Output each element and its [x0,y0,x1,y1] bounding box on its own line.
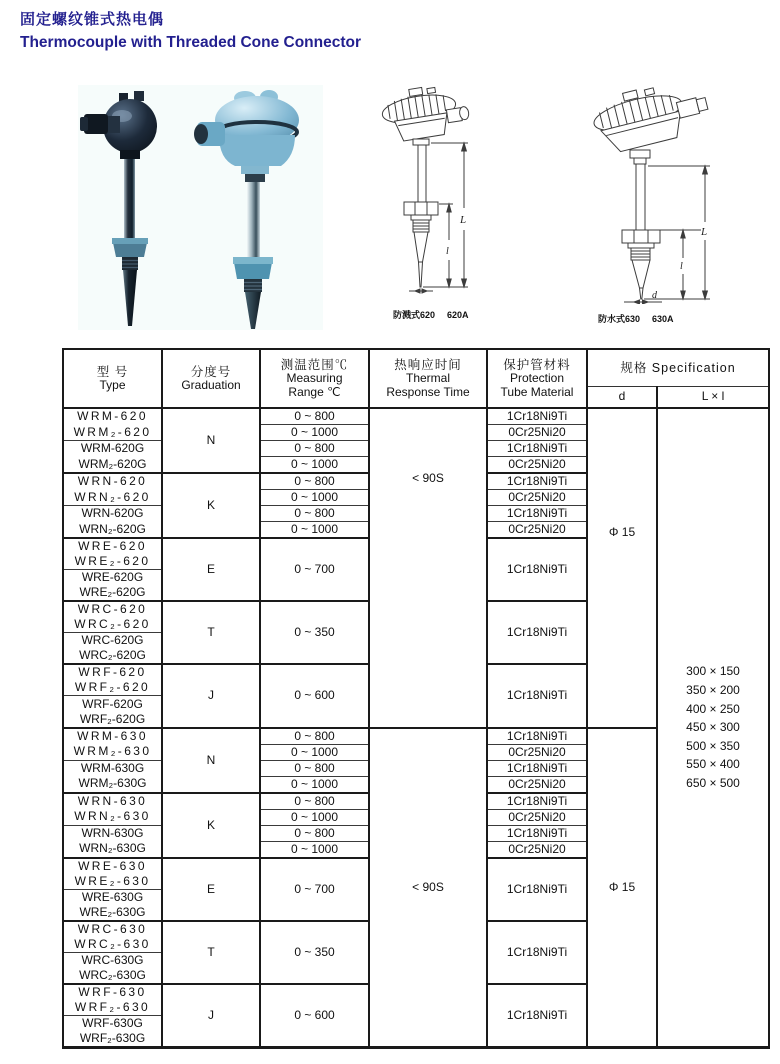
type-cell: WRE₂-620G [63,585,162,601]
material-cell: 0Cr25Ni20 [487,776,587,793]
col-header-protection-tube: 保护管材料 Protection Tube Material [487,349,587,408]
range-cell: 0 ~ 800 [260,760,369,776]
spec-value: 350 × 200 [686,683,740,698]
material-cell: 0Cr25Ni20 [487,522,587,539]
range-cell: 0 ~ 1000 [260,522,369,539]
material-cell: 1Cr18Ni9Ti [487,441,587,457]
col-header-graduation: 分度号 Graduation [162,349,260,408]
material-cell: 1Cr18Ni9Ti [487,921,587,984]
type-cell: WRF-630G [63,1016,162,1032]
range-cell: 0 ~ 600 [260,664,369,727]
spec-table-header [63,349,769,408]
graduation-cell: T [162,601,260,664]
type-cell: WRM-620G [63,441,162,457]
type-cell: WRN₂-630G [63,841,162,858]
type-cell: WRF-620G [63,696,162,712]
col-header-thermal-response: 热响应时间 Thermal Response Time [369,349,487,408]
range-cell: 0 ~ 350 [260,601,369,664]
range-cell: 0 ~ 1000 [260,744,369,760]
graduation-cell: N [162,408,260,473]
col-header-measuring-range: 测温范围℃ Measuring Range ℃ [260,349,369,408]
range-cell: 0 ~ 800 [260,793,369,810]
type-cell: WRE-620 [63,538,162,554]
type-cell: WRF₂-620G [63,712,162,728]
spec-value: 450 × 300 [686,720,740,735]
type-cell: WRM-620 [63,408,162,425]
range-cell: 0 ~ 1000 [260,776,369,793]
material-cell: 1Cr18Ni9Ti [487,538,587,601]
graduation-cell: E [162,538,260,601]
range-cell: 0 ~ 1000 [260,809,369,825]
type-cell: WRE₂-620 [63,554,162,570]
type-cell: WRC-620G [63,633,162,649]
graduation-cell: K [162,793,260,858]
spec-value: 500 × 350 [686,738,740,753]
type-cell: WRF₂-630G [63,1031,162,1048]
graduation-cell: J [162,984,260,1048]
drawing-630-caption: 防水式630 630A [598,314,674,324]
material-cell: 0Cr25Ni20 [487,841,587,858]
type-cell: WRN-620G [63,506,162,522]
spec-table-body [63,408,769,1048]
type-cell: WRF₂-620 [63,680,162,696]
range-cell: 0 ~ 700 [260,538,369,601]
range-cell: 0 ~ 800 [260,506,369,522]
material-cell: 1Cr18Ni9Ti [487,506,587,522]
graduation-cell: T [162,921,260,984]
dim-label-l: l [680,261,683,272]
col-header-type: 型 号 Type [63,349,162,408]
dimension-drawing-630 [570,82,762,325]
type-cell: WRM-630 [63,728,162,745]
type-cell: WRF-630 [63,984,162,1000]
type-cell: WRM₂-630 [63,744,162,760]
graduation-cell: E [162,858,260,921]
range-cell: 0 ~ 1000 [260,841,369,858]
type-cell: WRF-620 [63,664,162,680]
dimension-drawing-620 [365,84,517,321]
type-cell: WRM₂-620 [63,425,162,441]
type-cell: WRC-630 [63,921,162,937]
material-cell: 1Cr18Ni9Ti [487,728,587,745]
material-cell: 0Cr25Ni20 [487,490,587,506]
diameter-cell: Φ 15 [587,728,657,1048]
range-cell: 0 ~ 1000 [260,457,369,474]
material-cell: 1Cr18Ni9Ti [487,793,587,810]
spec-value: 300 × 150 [686,664,740,679]
spec-table-row [63,408,769,425]
col-header-d: d [587,386,657,408]
drawing-620-caption: 防溅式620 620A [393,310,469,320]
material-cell: 1Cr18Ni9Ti [487,760,587,776]
dim-label-l: l [446,246,449,257]
material-cell: 1Cr18Ni9Ti [487,664,587,727]
technical-drawing-icon [365,84,517,300]
type-cell: WRC₂-630 [63,937,162,953]
thermocouple-photo-icon [78,85,184,330]
col-header-specification: 规格 Specification [587,349,769,386]
spec-table [62,348,770,1049]
spec-value: 400 × 250 [686,701,740,716]
type-cell: WRC₂-630G [63,968,162,984]
type-cell: WRF₂-630 [63,1000,162,1016]
page-header [20,8,361,52]
material-cell: 1Cr18Ni9Ti [487,825,587,841]
material-cell: 1Cr18Ni9Ti [487,408,587,425]
dim-label-d: d [652,290,657,301]
page-title-english: Thermocouple with Threaded Cone Connector [20,34,362,51]
type-cell: WRE₂-630G [63,905,162,921]
type-cell: WRN-620 [63,473,162,490]
type-cell: WRE₂-630 [63,874,162,890]
material-cell: 0Cr25Ni20 [487,425,587,441]
range-cell: 0 ~ 350 [260,921,369,984]
material-cell: 1Cr18Ni9Ti [487,858,587,921]
type-cell: WRN-630 [63,793,162,810]
material-cell: 0Cr25Ni20 [487,744,587,760]
product-photo-2 [183,85,323,335]
diameter-cell: Φ 15 [587,408,657,728]
range-cell: 0 ~ 700 [260,858,369,921]
type-cell: WRM-630G [63,760,162,776]
range-cell: 0 ~ 800 [260,441,369,457]
type-cell: WRN₂-620G [63,522,162,539]
type-cell: WRE-630G [63,889,162,905]
page-title-chinese: 固定螺纹锥式热电偶 [20,11,165,28]
thermocouple-photo-icon [183,85,323,330]
graduation-cell: K [162,473,260,538]
range-cell: 0 ~ 800 [260,825,369,841]
type-cell: WRN₂-620 [63,490,162,506]
graduation-cell: N [162,728,260,793]
range-cell: 0 ~ 800 [260,473,369,490]
material-cell: 1Cr18Ni9Ti [487,473,587,490]
type-cell: WRC₂-620 [63,617,162,633]
type-cell: WRC-630G [63,952,162,968]
product-photo-1 [78,85,184,335]
type-cell: WRE-620G [63,570,162,586]
col-header-lxl: L × l [657,386,769,408]
dim-label-L: L [701,226,708,238]
technical-drawing-icon [570,82,762,304]
range-cell: 0 ~ 800 [260,408,369,425]
type-cell: WRC-620 [63,601,162,617]
spec-value: 550 × 400 [686,757,740,772]
dim-label-L: L [460,214,467,226]
type-cell: WRM₂-620G [63,457,162,474]
graduation-cell: J [162,664,260,727]
material-cell: 1Cr18Ni9Ti [487,601,587,664]
thermal-response-cell: < 90S [369,408,487,728]
range-cell: 0 ~ 800 [260,728,369,745]
type-cell: WRM₂-630G [63,776,162,793]
range-cell: 0 ~ 600 [260,984,369,1048]
material-cell: 0Cr25Ni20 [487,809,587,825]
spec-lxl-cell [657,408,769,1048]
thermal-response-cell: < 90S [369,728,487,1048]
type-cell: WRC₂-620G [63,648,162,664]
spec-value: 650 × 500 [686,776,740,791]
type-cell: WRN₂-630 [63,809,162,825]
range-cell: 0 ~ 1000 [260,425,369,441]
type-cell: WRE-630 [63,858,162,874]
range-cell: 0 ~ 1000 [260,490,369,506]
material-cell: 0Cr25Ni20 [487,457,587,474]
type-cell: WRN-630G [63,825,162,841]
material-cell: 1Cr18Ni9Ti [487,984,587,1048]
